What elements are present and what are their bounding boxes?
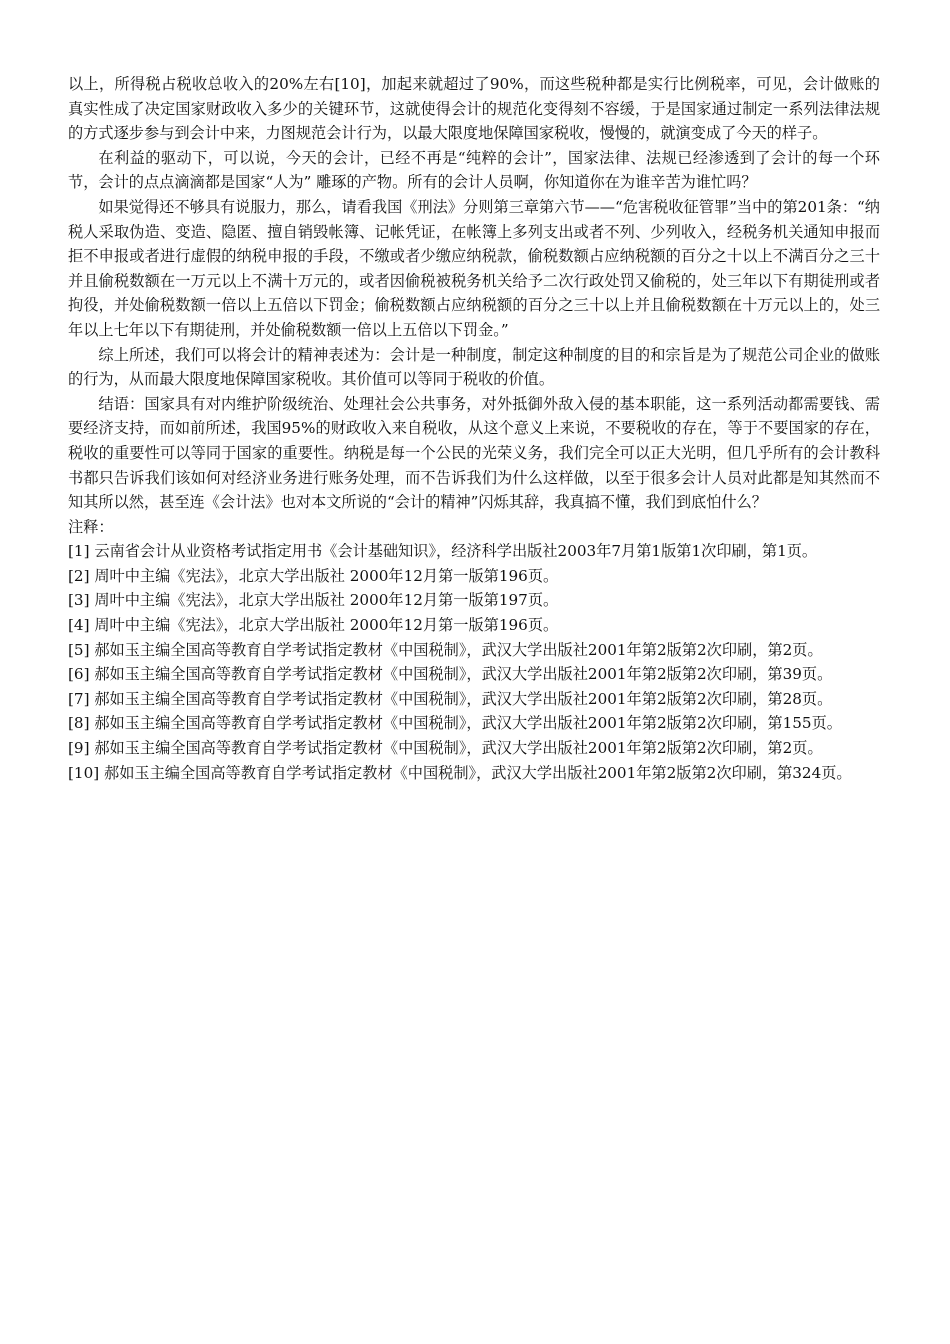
document-page	[68, 72, 880, 785]
note-item: [4] 周叶中主编《宪法》，北京大学出版社 2000年12月第一版第196页。	[68, 616, 559, 635]
paragraph-continuation: 以上，所得税占税收总收入的20%左右[10]，加起来就超过了90%，而这些税种都是实行比例税率，可见，会计做账的真实性成了决定国家财政收入多少的关键环节，这就使得会计的规范化变得刻不容缓，于是国家通过制定一系列法律法规的方式逐步参与到会计中来，力图规范会计行为，以最大限度地保障国家税收，慢慢的，就演变成了今天的样子。	[68, 75, 880, 143]
note-item: [8] 郝如玉主编全国高等教育自学考试指定教材《中国税制》，武汉大学出版社2001年第2版第2次印刷，第155页。	[68, 714, 842, 733]
notes-list	[68, 539, 880, 785]
paragraph-conclusion: 结语：国家具有对内维护阶级统治、处理社会公共事务，对外抵御外敌入侵的基本职能，这一系列活动都需要钱、需要经济支持，而如前所述，我国95%的财政收入来自税收，从这个意义上来说，不要税收的存在，等于不要国家的存在，税收的重要性可以等同于国家的重要性。纳税是每一个公民的光荣义务，我们完全可以正大光明，但几乎所有的会计教科书都只告诉我们该如何对经济业务进行账务处理，而不告诉我们为什么这样做，以至于很多会计人员对此都是知其然而不知其所以然，甚至连《会计法》也对本文所说的“会计的精神”闪烁其辞，我真搞不懂，我们到底怕什么？	[68, 394, 880, 512]
paragraph-interest-driven: 在利益的驱动下，可以说，今天的会计，已经不再是“纯粹的会计”，国家法律、法规已经渗透到了会计的每一个环节，会计的点点滴滴都是国家“人为” 雕琢的产物。所有的会计人员啊，你知道你在为谁辛苦为谁忙吗？	[68, 148, 880, 192]
notes-heading: 注释：	[68, 517, 114, 536]
note-item: [6] 郝如玉主编全国高等教育自学考试指定教材《中国税制》，武汉大学出版社2001年第2版第2次印刷，第39页。	[68, 665, 833, 684]
note-item: [9] 郝如玉主编全国高等教育自学考试指定教材《中国税制》，武汉大学出版社2001年第2版第2次印刷，第2页。	[68, 739, 823, 758]
note-item: [1] 云南省会计从业资格考试指定用书《会计基础知识》，经济科学出版社2003年7月第1版第1次印刷，第1页。	[68, 542, 818, 561]
paragraph-criminal-law: 如果觉得还不够具有说服力，那么，请看我国《刑法》分则第三章第六节——“危害税收征管罪”当中的第201条：“纳税人采取伪造、变造、隐匿、擅自销毁帐簿、记帐凭证，在帐簿上多列支出或者不列、少列收入，经税务机关通知申报而拒不申报或者进行虚假的纳税申报的手段，不缴或者少缴应纳税款，偷税数额占应纳税额的百分之十以上不满百分之三十并且偷税数额在一万元以上不满十万元的，或者因偷税被税务机关给予二次行政处罚又偷税的，处三年以下有期徒刑或者拘役，并处偷税数额一倍以上五倍以下罚金；偷税数额占应纳税额的百分之三十以上并且偷税数额在十万元以上的，处三年以上七年以下有期徒刑，并处偷税数额一倍以上五倍以下罚金。”	[68, 197, 880, 339]
note-item: [7] 郝如玉主编全国高等教育自学考试指定教材《中国税制》，武汉大学出版社2001年第2版第2次印刷，第28页。	[68, 689, 833, 708]
note-item: [5] 郝如玉主编全国高等教育自学考试指定教材《中国税制》，武汉大学出版社2001年第2版第2次印刷，第2页。	[68, 640, 823, 659]
note-item: [10] 郝如玉主编全国高等教育自学考试指定教材《中国税制》，武汉大学出版社2001年第2版第2次印刷，第324页。	[68, 763, 852, 782]
paragraph-summary: 综上所述，我们可以将会计的精神表述为：会计是一种制度，制定这种制度的目的和宗旨是为了规范公司企业的做账的行为，从而最大限度地保障国家税收。其价值可以等同于税收的价值。	[68, 345, 880, 389]
note-item: [3] 周叶中主编《宪法》，北京大学出版社 2000年12月第一版第197页。	[68, 591, 559, 610]
note-item: [2] 周叶中主编《宪法》，北京大学出版社 2000年12月第一版第196页。	[68, 566, 559, 585]
